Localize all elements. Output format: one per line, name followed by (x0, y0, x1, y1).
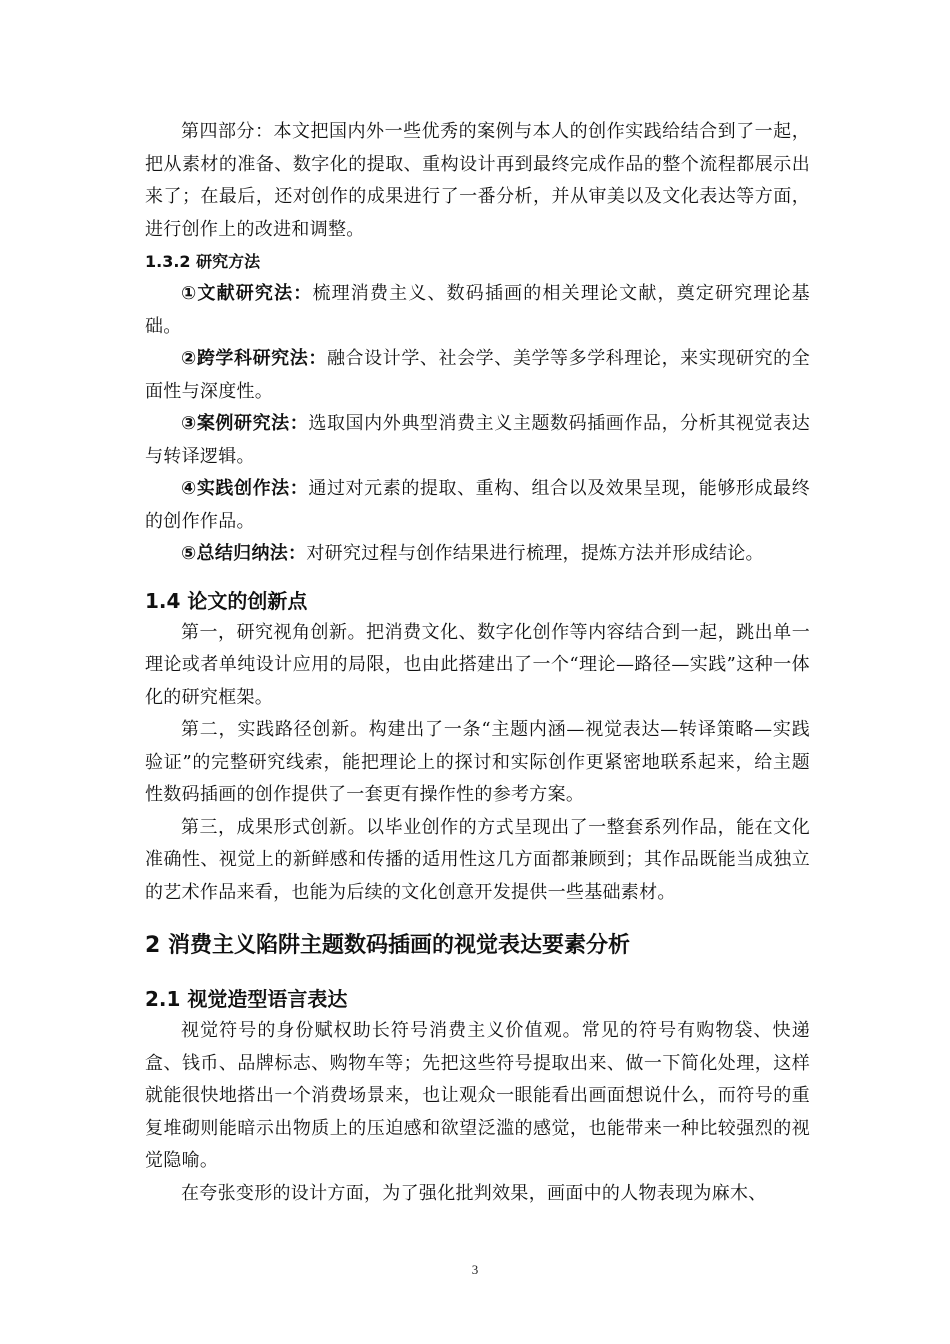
chapter2-heading: 2 消费主义陷阱主题数码插画的视觉表达要素分析 (145, 933, 630, 958)
innovation-paragraph-1: 第一，研究视角创新。把消费文化、数字化创作等内容结合到一起，跳出单一理论或者单纯设计应用的局限，也由此搭建出了一个“理论—路径—实践”这种一体化的研究框架。 (145, 621, 810, 708)
method-item-interdisciplinary (145, 343, 810, 408)
method-text: 选取国内外典型消费主义主题数码插画作品，分析其视觉表达与转译逻辑。 (145, 413, 810, 467)
method-text: 对研究过程与创作结果进行梳理，提炼方法并形成结论。 (306, 543, 764, 564)
method-item-case-study (145, 408, 810, 473)
method-lead: ①文献研究法： (181, 283, 313, 304)
section2-1-paragraph-1: 视觉符号的身份赋权助长符号消费主义价值观。常见的符号有购物袋、快递盒、钱币、品牌标志、购物车等；先把这些符号提取出来、做一下简化处理，这样就能很快地搭出一个消费场景来，也让观众一眼能看出画面想说什么，而符号的重复堆砌则能暗示出物质上的压迫感和欲望泛滥的感觉，也能带来一种比较强烈的视觉隐喻。 (145, 1020, 810, 1171)
method-lead: ④实践创作法： (181, 478, 309, 499)
method-text: 通过对元素的提取、重构、组合以及效果呈现，能够形成最终的创作作品。 (145, 478, 810, 532)
method-item-literature (145, 278, 810, 343)
spacer (145, 571, 810, 585)
method-text: 融合设计学、社会学、美学等多学科理论，来实现研究的全面性与深度性。 (145, 348, 810, 402)
innovation-paragraph-3: 第三，成果形式创新。以毕业创作的方式呈现出了一整套系列作品，能在文化准确性、视觉上的新鲜感和传播的适用性这几方面都兼顾到；其作品既能当成独立的艺术作品来看，也能为后续的文化创意开发提供一些基础素材。 (145, 816, 810, 903)
method-lead: ②跨学科研究法： (181, 348, 327, 369)
spacer (145, 909, 810, 929)
method-item-summary (145, 538, 810, 571)
method-lead: ⑤总结归纳法： (181, 543, 307, 564)
method-text: 梳理消费主义、数码插画的相关理论文献，奠定研究理论基础。 (145, 283, 810, 337)
page-number: 3 (471, 1262, 479, 1277)
section2-1-heading: 2.1 视觉造型语言表达 (145, 987, 348, 1011)
page-content (145, 116, 810, 1210)
section4-paragraph: 第四部分：本文把国内外一些优秀的案例与本人的创作实践给结合到了一起，把从素材的准备、数字化的提取、重构设计再到最终完成作品的整个流程都展示出来了；在最后，还对创作的成果进行了一番分析，并从审美以及文化表达等方面，进行创作上的改进和调整。 (145, 121, 810, 240)
methods-heading: 1.3.2 研究方法 (145, 252, 261, 271)
spacer (145, 963, 810, 983)
method-item-practice (145, 473, 810, 538)
innovation-heading: 1.4 论文的创新点 (145, 588, 308, 613)
method-lead: ③案例研究法： (181, 413, 309, 434)
section2-1-paragraph-2: 在夸张变形的设计方面，为了强化批判效果，画面中的人物表现为麻木、 (181, 1182, 767, 1204)
innovation-paragraph-2: 第二，实践路径创新。构建出了一条“主题内涵—视觉表达—转译策略—实践验证”的完整研究线索，能把理论上的探讨和实际创作更紧密地联系起来，给主题性数码插画的创作提供了一套更有操作性的参考方案。 (145, 719, 810, 805)
